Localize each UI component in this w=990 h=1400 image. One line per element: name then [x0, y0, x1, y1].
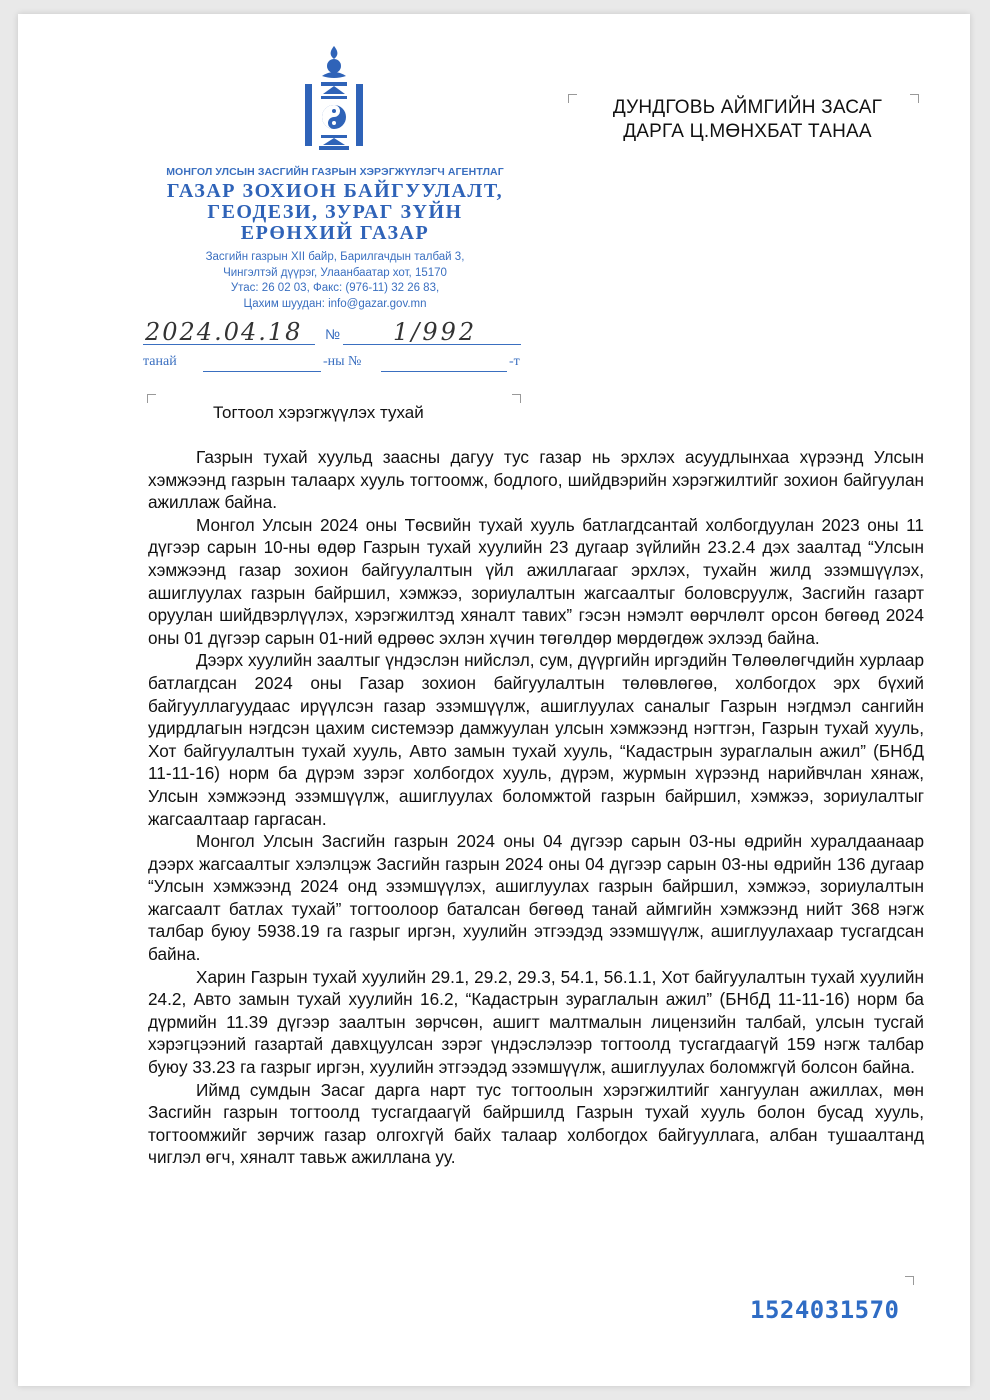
letter-number: 1/992	[393, 318, 478, 346]
reply-mid: -ны №	[323, 354, 362, 369]
date-underline	[143, 344, 315, 345]
reply-date-blank	[203, 371, 321, 372]
body-paragraph: Харин Газрын тухай хуулийн 29.1, 29.2, 29.3, 54.1, 56.1.1, Хот байгуулалтын тухай хуулийн 24.2, Авто замын тухай хуулийн 16.2, “Кадастрын зураглалын ажил” (БНбД 11-11-16) норм ба дүрмийн 11.39 дүгээр заалтын зөрчсөн, ашигт малтмалын лицензийн талбай, улсын тусгай хэрэгцээний газартай давхцуулсан зэрэг үндэслэлээр тогтоолд тусгагдаагүй 159 нэгж талбар буюу 33.23 га газрыг иргэн, хуулийн этгээдэд эзэмшүүлж, ашиглуулах боломжгүй болсон байна.	[148, 966, 924, 1078]
agency-title	[147, 181, 523, 244]
reply-reference-line	[143, 354, 523, 376]
corner-mark	[905, 1276, 914, 1285]
letter-subject: Тогтоол хэрэгжүүлэх тухай	[213, 403, 424, 422]
body-paragraph: Дээрх хуулийн заалтыг үндэслэн нийслэл, сум, дүүргийн иргэдийн Төлөөлөгчдийн хурлаар батлагдсан 2024 оны Газар зохион байгуулалтын төлөвлөгөө, холбогдох эрх бүхий байгууллагуудаас ирүүлсэн газар эзэмшүүлж, ашиглуулах саналыг Газрын нэгдмэл сангийн удирдлагын нэгдсэн цахим системээр дамжуулан улсын хэмжээнд нэгтгэн, Газрын тухай хууль, Хот байгуулалтын тухай хууль, Авто замын тухай хууль, “Кадастрын зураглалын ажил” (БНбД 11-11-16) норм ба дүрэм зэрэг холбогдох хууль, дүрэм, журмын хүрээнд нарийвчлан хянаж, Улсын хэмжээнд эзэмшүүлж, ашиглуулах боломжтой газрын байршил, хэмжээ, зориулалтыг жагсаалтаар гаргасан.	[148, 650, 924, 829]
addressee-line: ДАРГА Ц.МӨНХБАТ ТАНАА	[623, 121, 872, 142]
agency-title-line: ЕРӨНХИЙ ГАЗАР	[240, 222, 430, 244]
letter-date: 2024.04.18	[145, 318, 303, 346]
reply-suffix: -т	[509, 354, 520, 369]
address-line: Утас: 26 02 03, Факс: (976-11) 32 26 83,	[230, 282, 440, 294]
soyombo-emblem-icon	[303, 44, 365, 152]
agency-title-line: ГАЗАР ЗОХИОН БАЙГУУЛАЛТ,	[166, 180, 504, 202]
address-line: Засгийн газрын XII байр, Барилгачдын талбай 3,	[205, 251, 465, 263]
body-paragraph: Газрын тухай хуульд заасны дагуу тус газар нь эрхлэх асуудлынхаа хүрээнд Улсын хэмжээнд газрын талаарх хууль тогтоомж, бодлого, шийдвэрийн хэрэгжилтийг зохион байгуулан ажиллаж байна.	[148, 447, 924, 513]
corner-mark	[910, 94, 919, 103]
agency-title-line: ГЕОДЕЗИ, ЗУРАГ ЗҮЙН	[207, 201, 463, 223]
registration-stamp-number: 1524031570	[750, 1296, 900, 1324]
number-underline	[343, 344, 521, 345]
corner-mark	[512, 394, 521, 403]
corner-mark	[147, 394, 156, 403]
body-paragraph: Монгол Улсын Засгийн газрын 2024 оны 04 дүгээр сарын 03-ны өдрийн хуралдаанаар дээрх жагсаалтыг хэлэлцэж Засгийн газрын 2024 оны 04 дүгээр сарын 03-ны өдрийн 136 дугаар “Улсын хэмжээнд 2024 онд эзэмшүүлэх, ашиглуулах газрын байршил, хэмжээ, зориулалтын жагсаалт батлах тухай” тогтоолоор баталсан бөгөөд танай аймгийн хэмжээнд нийт 368 нэгж талбар буюу 5938.19 га газрыг иргэн, хуулийн этгээдэд эзэмшүүлж, ашиглуулахаар тусгагдсан байна.	[148, 831, 924, 965]
agency-parent-name: МОНГОЛ УЛСЫН ЗАСГИЙН ГАЗРЫН ХЭРЭГЖҮҮЛЭГЧ АГЕНТЛАГ	[166, 166, 504, 178]
agency-address	[147, 250, 523, 312]
reply-prefix: танай	[143, 354, 177, 369]
addressee-line: ДУНДГОВЬ АЙМГИЙН ЗАСАГ	[612, 97, 883, 118]
address-line: Чингэлтэй дүүрэг, Улаанбаатар хот, 15170	[223, 266, 447, 279]
corner-mark	[568, 94, 577, 103]
number-sign: №	[325, 326, 341, 342]
reference-line	[143, 318, 523, 346]
addressee	[590, 96, 905, 144]
body-paragraph: Иймд сумдын Засаг дарга нарт тус тогтоолын хэрэгжилтийг хангуулан ажиллах, мөн Засгийн газрын тогтоолд тусгагдаагүй байршилд Газрын тухай хууль болон бусад хууль, тогтоомжийг зөрчиж газар олгохгүй байх талаар холбогдох байгууллага, албан тушаалтанд чиглэл өгч, хяналт тавьж ажиллана уу.	[148, 1079, 924, 1168]
reply-number-blank	[381, 371, 507, 372]
letter-body	[148, 446, 924, 1169]
address-line: Цахим шуудан: info@gazar.gov.mn	[243, 297, 427, 310]
body-paragraph: Монгол Улсын 2024 оны Төсвийн тухай хууль батлагдсантай холбогдуулан 2023 оны 11 дүгээр сарын 10-ны өдөр Газрын тухай хуулийн 23 дугаар зүйлийн 23.2.4 дэх заалтад “Улсын хэмжээнд газар зохион байгуулалтын үйл ажиллагааг эрхлэх, тухайн жилд эзэмшүүлэх, ашиглуулах газрын байршил, хэмжээ, зориулалтын жагсаалтыг боловсруулж, Засгийн газарт оруулан шийдвэрлүүлэх, хэрэгжилтэд хяналт тавих” гэсэн нэмэлт өөрчлөлт орсон бөгөөд 2024 оны 01 дүгээр сарын 01-ний өдрөөс эхлэн хүчин төгөлдөр мөрдөгдөж эхлээд байна.	[148, 514, 924, 648]
